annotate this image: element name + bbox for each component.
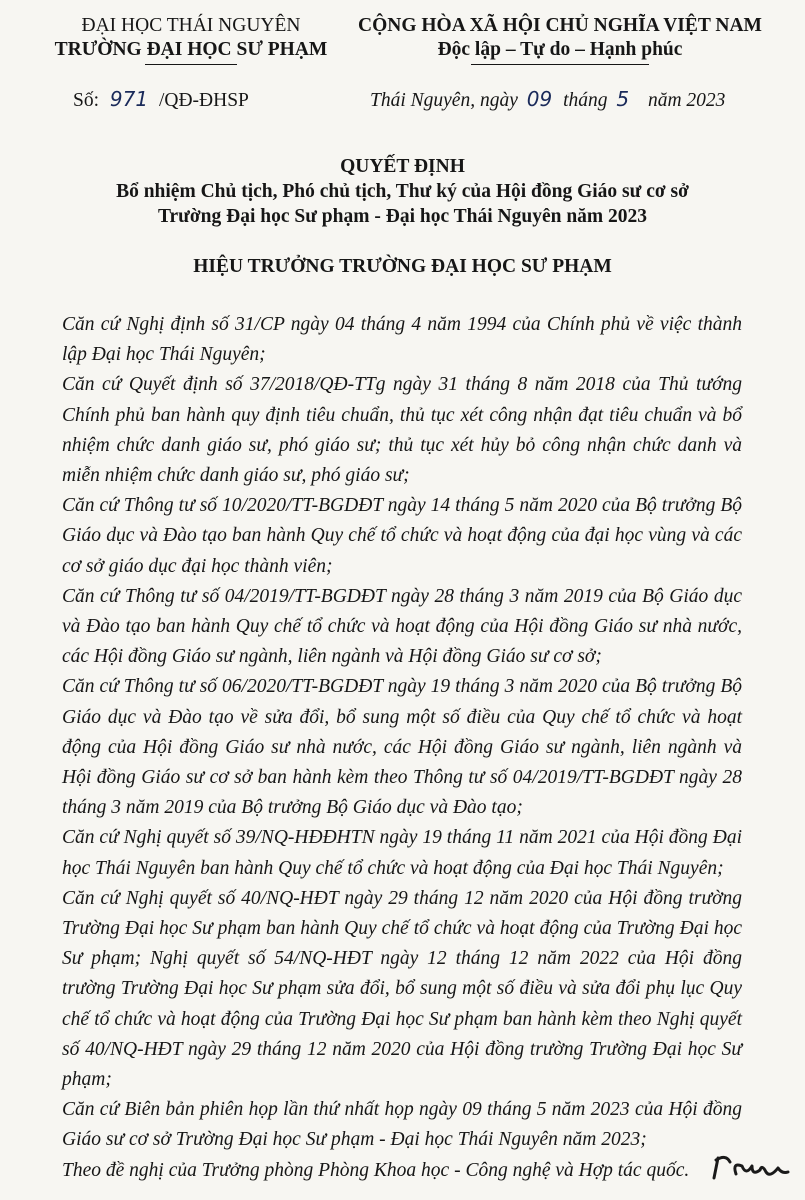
legal-basis-paragraph [62,672,742,823]
national-motto-block [340,14,780,65]
paragraph-text: Căn cứ Thông tư số 06/2020/TT-BGDĐT ngày 19 tháng 3 năm 2020 của Bộ trưởng Bộ Giáo dục và Đào tạo về sửa đổi, bổ sung một số điều của Quy chế tổ chức và hoạt động của Hội đồng Giáo sư nhà nước, các Hội đồng Giáo sư ngành, liên ngành và Hội đồng Giáo sư cơ sở ban hành kèm theo Thông tư số 04/2019/TT-BGDĐT ngày 28 tháng 3 năm 2019 của Bộ trưởng Bộ Giáo dục và Đào tạo; [62,676,742,819]
national-name: CỘNG HÒA XÃ HỘI CHỦ NGHĨA VIỆT NAM [358,15,762,36]
number-prefix: Số: [73,90,100,111]
paragraph-text: Căn cứ Nghị quyết số 39/NQ-HĐĐHTN ngày 19 tháng 11 năm 2021 của Hội đồng Đại học Thái Nguyên ban hành Quy chế tổ chức và hoạt động của Đại học Thái Nguyên; [62,827,742,879]
handwritten-month: 5 [616,87,630,111]
date-line [370,87,725,112]
legal-basis-paragraph [62,582,742,673]
paragraph-text: Căn cứ Nghị quyết số 40/NQ-HĐT ngày 29 tháng 12 năm 2020 của Hội đồng trường Trường Đại học Sư phạm ban hành Quy chế tổ chức và hoạt động của Trường Đại học Sư phạm; Nghị quyết số 54/NQ-HĐT ngày 12 tháng 12 năm 2022 của Hội đồng trường Trường Đại học Sư phạm sửa đổi, bổ sung một số điều và sửa đổi phụ lục Quy chế tổ chức và hoạt động của Trường Đại học Sư phạm ban hành kèm theo Nghị quyết số 40/NQ-HĐT ngày 29 tháng 12 năm 2020 của Hội đồng trường Trường Đại học Sư phạm; [62,887,742,1091]
handwritten-number: 971 [109,87,149,111]
legal-basis-paragraph [62,823,742,883]
document-heading: QUYẾT ĐỊNH [340,156,465,177]
issuing-authority: HIỆU TRƯỞNG TRƯỜNG ĐẠI HỌC SƯ PHẠM [193,256,612,277]
date-year: năm 2023 [647,90,726,111]
legal-basis-paragraph [62,370,742,491]
initials-signature [708,1148,793,1192]
paragraph-text: Căn cứ Quyết định số 37/2018/QĐ-TTg ngày 31 tháng 8 năm 2018 của Thủ tướng Chính phủ ban hành quy định tiêu chuẩn, thủ tục xét công nhận đạt tiêu chuẩn và bổ nhiệm chức danh giáo sư, phó giáo sư; thủ tục xét hủy bỏ công nhận chức danh và miễn nhiệm chức danh giáo sư, phó giáo sư; [62,374,742,487]
paragraph-text: Căn cứ Thông tư số 10/2020/TT-BGDĐT ngày 14 tháng 5 năm 2020 của Bộ trưởng Bộ Giáo dục và Đào tạo ban hành Quy chế tổ chức và hoạt động của đại học vùng và các cơ sở giáo dục đại học thành viên; [62,495,742,577]
document-subtitle-2: Trường Đại học Sư phạm - Đại học Thái Nguyên năm 2023 [157,206,648,227]
date-place: Thái Nguyên, ngày [370,90,518,111]
paragraph-text: Căn cứ Biên bản phiên họp lần thứ nhất họp ngày 09 tháng 5 năm 2023 của Hội đồng Giáo sư cơ sở Trường Đại học Sư phạm - Đại học Thái Nguyên năm 2023; [62,1099,742,1151]
issuer-name: TRƯỜNG ĐẠI HỌC SƯ PHẠM [54,39,328,60]
issuer-underline [145,64,237,65]
legal-bases [62,310,742,1186]
legal-basis-paragraph [62,310,742,370]
national-motto: Độc lập – Tự do – Hạnh phúc [437,39,683,60]
paragraph-text: Theo đề nghị của Trưởng phòng Phòng Khoa học - Công nghệ và Hợp tác quốc. [62,1159,690,1181]
issuer-parent: ĐẠI HỌC THÁI NGUYÊN [81,15,301,36]
issuer-block [46,14,336,65]
motto-underline [471,64,649,65]
paragraph-text: Căn cứ Nghị định số 31/CP ngày 04 tháng 4 năm 1994 của Chính phủ về việc thành lập Đại học Thái Nguyên; [62,314,742,366]
legal-basis-paragraph [62,884,742,1095]
number-suffix: /QĐ-ĐHSP [158,90,249,111]
month-label: tháng [563,90,608,111]
legal-basis-paragraph [62,491,742,582]
paragraph-text: Căn cứ Thông tư số 04/2019/TT-BGDĐT ngày 28 tháng 3 năm 2019 của Bộ Giáo dục và Đào tạo ban hành Quy chế tổ chức và hoạt động của Hội đồng Giáo sư nhà nước, các Hội đồng Giáo sư ngành, liên ngành và Hội đồng Giáo sư cơ sở; [62,585,742,668]
decision-number [73,87,249,112]
document-subtitle-1: Bổ nhiệm Chủ tịch, Phó chủ tịch, Thư ký của Hội đồng Giáo sư cơ sở [116,181,689,202]
proposal-paragraph [62,1156,742,1186]
handwritten-day: 09 [526,87,553,111]
legal-basis-paragraph [62,1095,742,1155]
